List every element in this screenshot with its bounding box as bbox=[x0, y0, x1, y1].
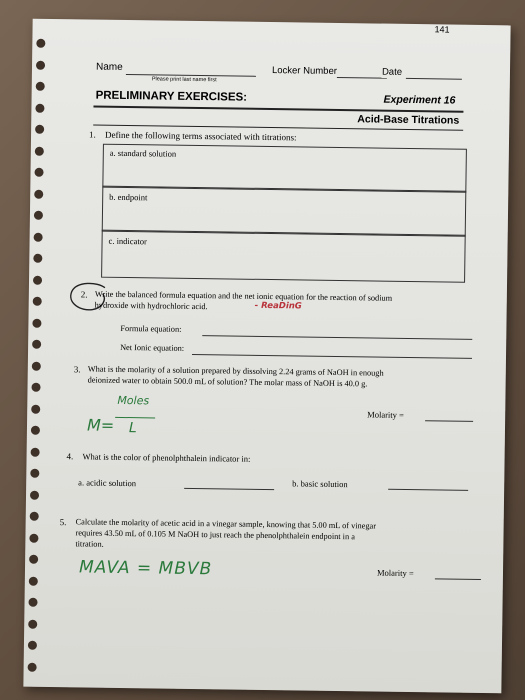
binder-hole bbox=[36, 39, 45, 48]
answer-box-standard-solution[interactable] bbox=[102, 144, 467, 193]
q1-prompt: Define the following terms associated with titrations: bbox=[105, 129, 297, 143]
worksheet-page bbox=[23, 19, 510, 694]
name-label: Name bbox=[95, 61, 123, 73]
q2-text-line1: Write the balanced formula equation and the net ionic equation for the reaction of sodium bbox=[94, 289, 393, 303]
date-label: Date bbox=[381, 66, 403, 78]
handwritten-reading-note: - ReaDinG bbox=[254, 300, 302, 312]
q5-molarity-label: Molarity = bbox=[376, 567, 414, 579]
q5-text-line1: Calculate the molarity of acetic acid in a vinegar sample, knowing that 5.00 mL of vinegar bbox=[75, 517, 377, 531]
answer-box-endpoint[interactable] bbox=[102, 186, 467, 237]
binder-hole bbox=[28, 641, 37, 650]
binder-hole bbox=[33, 297, 42, 306]
locker-field[interactable] bbox=[337, 77, 387, 79]
experiment-title: Acid-Base Titrations bbox=[357, 113, 460, 127]
handwritten-dilution-equation: MAVA = MBVB bbox=[78, 557, 213, 580]
formula-equation-label: Formula equation: bbox=[120, 323, 182, 334]
q3-number: 3. bbox=[73, 364, 81, 375]
date-field[interactable] bbox=[406, 78, 462, 80]
binder-hole bbox=[30, 469, 39, 478]
q4-prompt: What is the color of phenolphthalein indicator in: bbox=[82, 451, 251, 464]
q3-molarity-field[interactable] bbox=[425, 420, 473, 422]
binder-hole bbox=[32, 361, 41, 370]
binder-hole bbox=[31, 426, 40, 435]
binder-hole bbox=[28, 662, 37, 671]
binder-hole bbox=[29, 555, 38, 564]
q5-text-line2: requires 43.50 mL of 0.105 M NaOH to just reach the phenolphthalein endpoint in a bbox=[75, 528, 355, 542]
q1-number: 1. bbox=[89, 129, 96, 140]
binder-hole bbox=[35, 103, 44, 112]
q5-molarity-field[interactable] bbox=[435, 578, 481, 580]
q4-number: 4. bbox=[66, 451, 74, 462]
q5-number: 5. bbox=[59, 517, 67, 528]
binder-hole bbox=[33, 254, 42, 263]
formula-equation-field[interactable] bbox=[202, 335, 472, 340]
basic-color-field[interactable] bbox=[388, 489, 468, 491]
binder-hole bbox=[32, 340, 41, 349]
binder-hole bbox=[35, 125, 44, 134]
binder-hole bbox=[30, 512, 39, 521]
experiment-number: Experiment 16 bbox=[383, 93, 456, 107]
name-hint: Please print last name first bbox=[151, 76, 217, 84]
handwritten-moles: Moles bbox=[117, 393, 150, 408]
binder-hole bbox=[29, 533, 38, 542]
binder-hole bbox=[36, 60, 45, 69]
binder-hole bbox=[34, 168, 43, 177]
binder-hole bbox=[28, 619, 37, 628]
acidic-solution-label: a. acidic solution bbox=[78, 477, 137, 489]
binder-hole bbox=[31, 383, 40, 392]
binder-hole bbox=[34, 211, 43, 220]
answer-box-indicator[interactable] bbox=[101, 230, 466, 283]
locker-label: Locker Number bbox=[271, 65, 338, 77]
basic-solution-label: b. basic solution bbox=[292, 478, 348, 490]
q3-text-line2: deionized water to obtain 500.0 mL of solution? The molar mass of NaOH is 40.0 g. bbox=[87, 375, 368, 389]
q2-number: 2. bbox=[80, 289, 88, 300]
binder-hole bbox=[36, 82, 45, 91]
q3-molarity-label: Molarity = bbox=[367, 409, 404, 420]
binder-hole bbox=[28, 598, 37, 607]
binder-hole bbox=[33, 275, 42, 284]
heading-rule bbox=[93, 106, 463, 113]
page-number: 141 bbox=[434, 24, 450, 35]
net-ionic-label: Net Ionic equation: bbox=[120, 342, 185, 353]
binder-hole bbox=[29, 576, 38, 585]
q5-text-line3: titration. bbox=[75, 539, 104, 549]
item-label: c. indicator bbox=[108, 235, 147, 247]
item-label: b. endpoint bbox=[109, 191, 148, 203]
binder-hole bbox=[31, 447, 40, 456]
handwritten-M-equals: M= bbox=[86, 415, 115, 435]
handwritten-fraction-bar bbox=[115, 417, 155, 419]
binder-hole bbox=[32, 318, 41, 327]
binder-hole bbox=[34, 189, 43, 198]
binder-holes bbox=[27, 39, 50, 679]
q3-text-line1: What is the molarity of a solution prepared by dissolving 2.24 grams of NaOH in enough bbox=[87, 364, 384, 378]
section-title: PRELIMINARY EXERCISES: bbox=[95, 89, 248, 104]
binder-hole bbox=[30, 490, 39, 499]
binder-hole bbox=[31, 404, 40, 413]
q2-text-line2: hydroxide with hydrochloric acid. bbox=[94, 300, 208, 312]
item-label: a. standard solution bbox=[109, 147, 177, 159]
acidic-color-field[interactable] bbox=[184, 488, 274, 490]
binder-hole bbox=[35, 146, 44, 155]
binder-hole bbox=[34, 232, 43, 241]
net-ionic-field[interactable] bbox=[192, 354, 472, 359]
handwritten-liters: L bbox=[128, 420, 137, 437]
